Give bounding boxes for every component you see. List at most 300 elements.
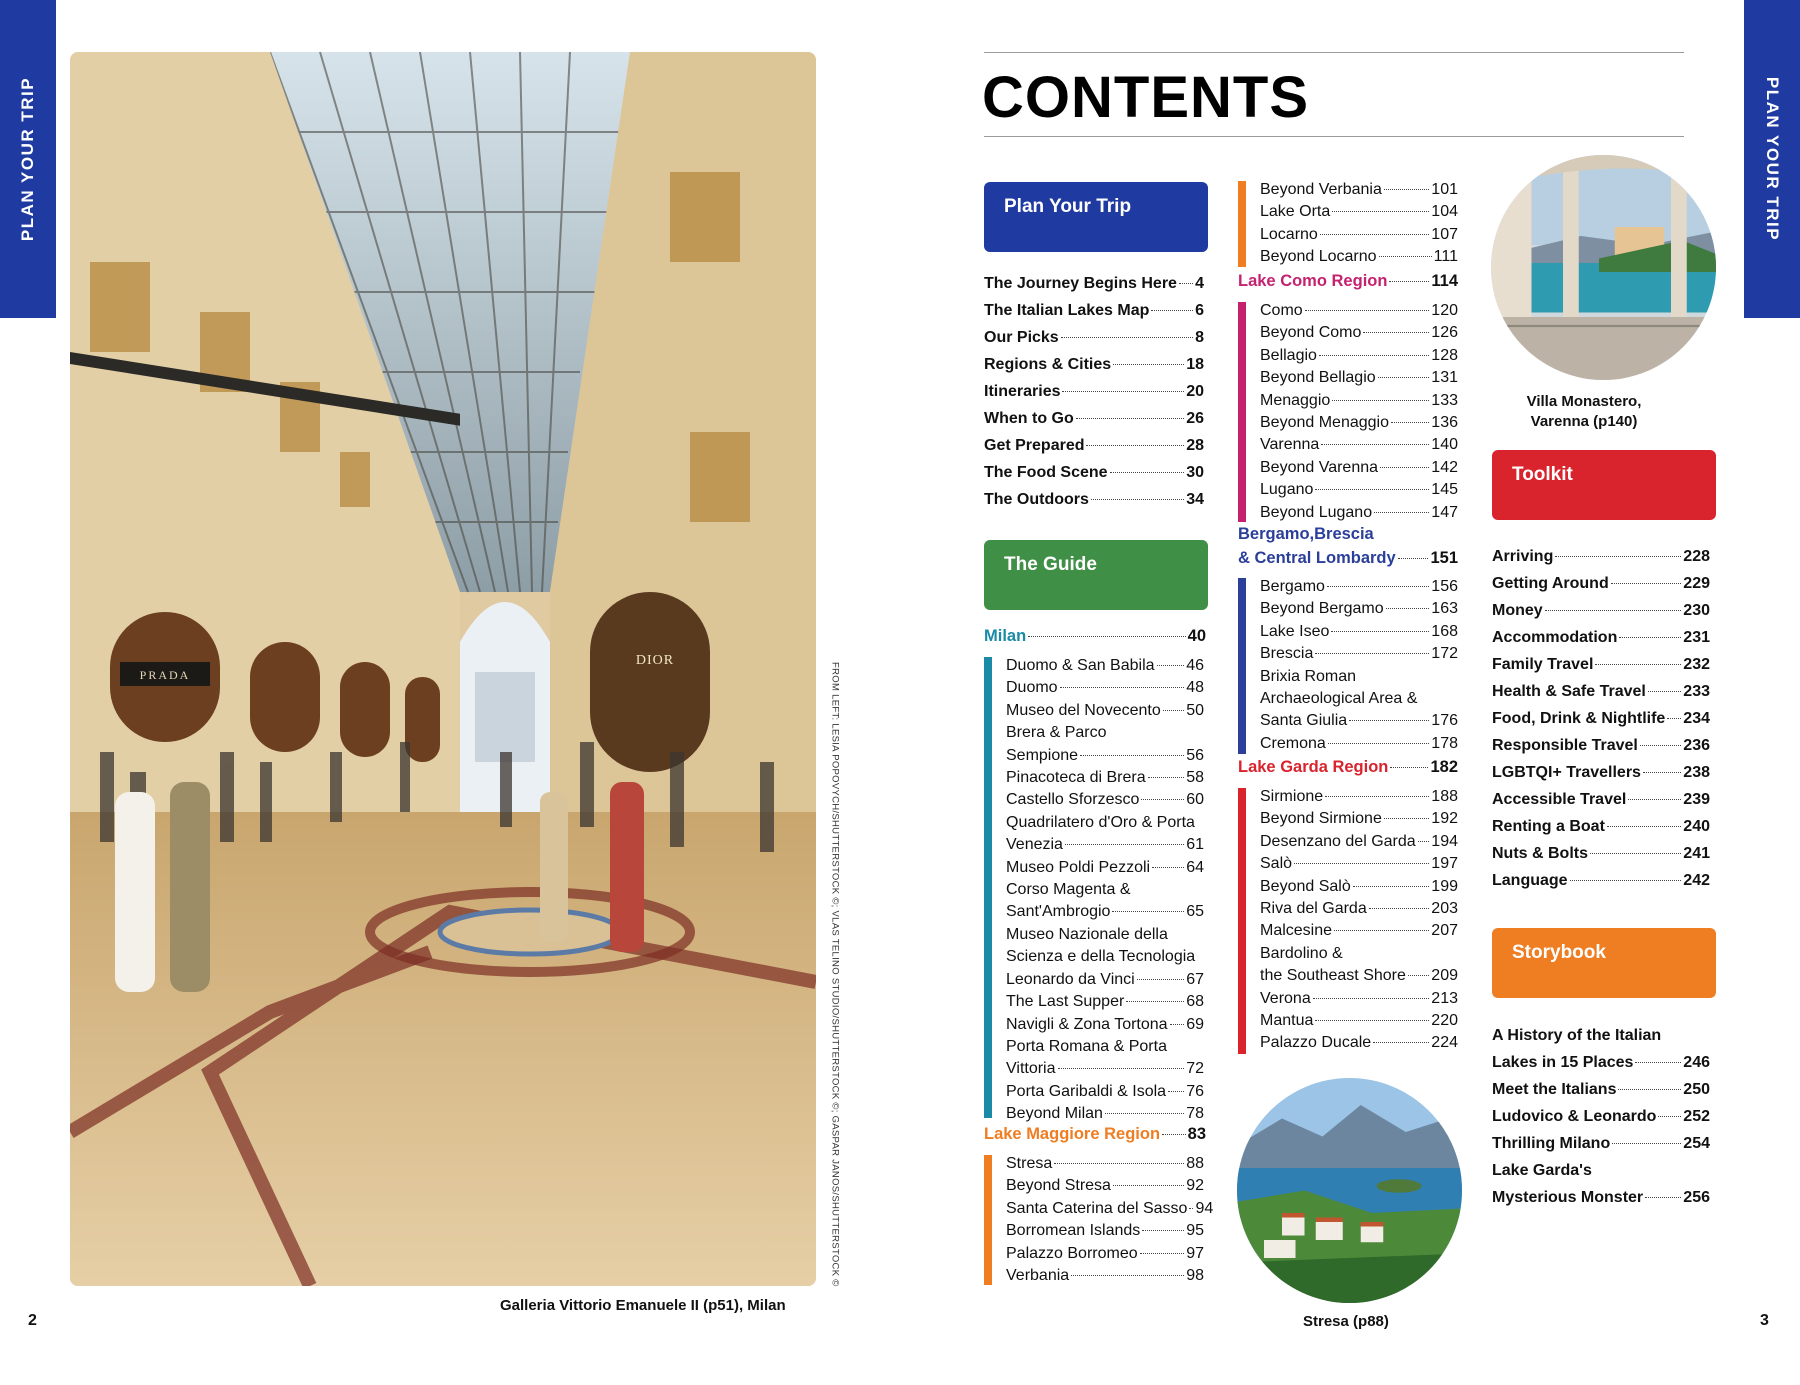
region-page: 182 xyxy=(1430,758,1458,776)
toc-entry[interactable] xyxy=(1492,1130,1710,1157)
toc-entry-title: Verbania xyxy=(1006,1267,1070,1285)
toc-entry-title: Beyond Locarno xyxy=(1260,248,1377,266)
toc-entry[interactable] xyxy=(984,432,1204,459)
bergamo-items xyxy=(1260,576,1458,755)
toc-entry-page: 4 xyxy=(1195,275,1204,292)
page-title: CONTENTS xyxy=(982,65,1309,130)
region-title: & Central Lombardy xyxy=(1238,549,1396,567)
dot-leader xyxy=(1628,799,1681,800)
toc-entry-page: 142 xyxy=(1431,458,1458,476)
toc-entry[interactable] xyxy=(984,459,1204,486)
region-page: 40 xyxy=(1187,627,1206,645)
toc-entry-title: Menaggio xyxy=(1260,391,1331,409)
region-title: Milan xyxy=(984,627,1027,645)
toc-entry[interactable] xyxy=(1006,700,1204,722)
dot-leader xyxy=(1353,886,1430,887)
toc-entry[interactable] xyxy=(1006,1220,1204,1242)
toc-entry[interactable] xyxy=(1260,300,1458,322)
maggiore-sublist xyxy=(984,1153,1214,1287)
dot-leader xyxy=(1334,930,1429,931)
toc-entry-page: 128 xyxy=(1431,346,1458,364)
dot-leader xyxy=(1380,467,1429,468)
toc-entry-page: 65 xyxy=(1186,903,1204,921)
toc-entry[interactable] xyxy=(1260,965,1458,987)
toc-entry[interactable] xyxy=(1492,543,1710,570)
toc-entry[interactable] xyxy=(1260,943,1458,965)
toc-entry-title: Museo Nazionale della xyxy=(1006,925,1168,943)
toc-entry-page: 156 xyxy=(1431,578,1458,595)
dot-leader xyxy=(1313,998,1430,999)
toc-entry-title: Santa Caterina del Sasso xyxy=(1006,1199,1188,1217)
toc-entry-page: 250 xyxy=(1683,1081,1710,1098)
region-lake-como[interactable] xyxy=(1238,272,1458,291)
toc-entry-page: 178 xyxy=(1431,734,1458,752)
toc-entry-page: 228 xyxy=(1683,548,1710,565)
toc-entry-page: 188 xyxy=(1431,788,1458,805)
dot-leader xyxy=(1320,234,1429,235)
dot-leader xyxy=(1325,796,1429,797)
toc-entry[interactable] xyxy=(1260,345,1458,367)
dot-leader xyxy=(1327,586,1429,587)
toc-entry[interactable] xyxy=(1006,1036,1204,1058)
toc-entry-page: 68 xyxy=(1186,993,1204,1011)
toc-entry-title: Borromean Islands xyxy=(1006,1222,1141,1240)
dot-leader xyxy=(1418,841,1430,842)
toc-entry-title: Castello Sforzesco xyxy=(1006,791,1140,809)
toc-entry-page: 28 xyxy=(1186,437,1204,454)
toc-entry[interactable] xyxy=(1006,924,1204,946)
toc-entry[interactable] xyxy=(1492,624,1710,651)
toc-entry[interactable] xyxy=(1260,224,1458,246)
toc-entry[interactable] xyxy=(1260,412,1458,434)
toc-entry-page: 88 xyxy=(1186,1155,1204,1172)
toc-entry[interactable] xyxy=(1492,813,1710,840)
photo-credit xyxy=(826,662,844,1287)
toc-entry[interactable] xyxy=(1260,367,1458,389)
dot-leader xyxy=(1060,687,1185,688)
dot-leader xyxy=(1305,310,1430,311)
toc-entry-page: 58 xyxy=(1186,769,1204,787)
toc-entry-title: Beyond Verbania xyxy=(1260,181,1382,198)
toc-entry-title: Beyond Milan xyxy=(1006,1105,1103,1123)
region-title: Lake Garda Region xyxy=(1238,758,1389,776)
toc-entry[interactable] xyxy=(1260,920,1458,942)
toc-entry[interactable] xyxy=(1006,1081,1204,1103)
toc-entry-title: Vittoria xyxy=(1006,1060,1056,1078)
toc-entry[interactable] xyxy=(1006,789,1204,811)
toc-entry[interactable] xyxy=(1260,853,1458,875)
toc-entry-title: Lugano xyxy=(1260,481,1314,499)
region-milan[interactable] xyxy=(984,627,1206,646)
toc-entry[interactable] xyxy=(1006,879,1204,901)
toc-entry-page: 104 xyxy=(1431,203,1458,221)
region-lake-maggiore[interactable] xyxy=(984,1125,1206,1144)
toc-entry-page: 238 xyxy=(1683,764,1710,781)
toc-entry-title: Brera & Parco xyxy=(1006,724,1107,742)
toc-entry-page: 20 xyxy=(1186,383,1204,400)
dot-leader xyxy=(1386,608,1430,609)
toc-entry[interactable] xyxy=(1260,1032,1458,1054)
toc-entry[interactable] xyxy=(984,405,1204,432)
toc-entry-page: 126 xyxy=(1431,324,1458,342)
maggiore-cont-sublist xyxy=(1238,179,1458,269)
toc-entry-title: Sant'Ambrogio xyxy=(1006,903,1111,921)
section-heading: Plan Your Trip xyxy=(1004,196,1132,217)
toc-entry-page: 107 xyxy=(1431,225,1458,243)
toc-entry[interactable] xyxy=(1260,479,1458,501)
toc-entry[interactable] xyxy=(1006,901,1204,923)
toc-entry[interactable] xyxy=(1006,1014,1204,1036)
dot-leader xyxy=(1091,499,1184,500)
toolkit-list xyxy=(1492,543,1710,894)
toc-entry-title: Pinacoteca di Brera xyxy=(1006,769,1146,787)
dot-leader xyxy=(1315,1020,1429,1021)
toc-entry-title: Beyond Bergamo xyxy=(1260,600,1384,618)
toc-entry[interactable] xyxy=(1260,598,1458,620)
dot-leader xyxy=(1369,908,1430,909)
toc-entry-title: Como xyxy=(1260,302,1303,319)
dot-leader xyxy=(1113,1185,1184,1186)
dot-leader xyxy=(1645,1197,1681,1198)
toc-entry-title: Mysterious Monster xyxy=(1492,1189,1644,1206)
dot-leader xyxy=(1294,863,1429,864)
como-sublist xyxy=(1238,300,1458,524)
toc-entry[interactable] xyxy=(1492,1103,1710,1130)
toc-entry-page: 76 xyxy=(1186,1082,1204,1100)
toc-entry-page: 239 xyxy=(1683,791,1710,808)
toc-entry-page: 61 xyxy=(1186,836,1204,854)
dot-leader xyxy=(1373,1042,1429,1043)
dot-leader xyxy=(1151,310,1193,311)
toc-entry-title: Lake Garda's xyxy=(1492,1162,1592,1179)
dot-leader xyxy=(1110,472,1185,473)
toc-entry[interactable] xyxy=(1006,1103,1204,1125)
toc-entry[interactable] xyxy=(1260,898,1458,920)
toc-entry-title: Venezia xyxy=(1006,836,1063,854)
region-title: Lake Como Region xyxy=(1238,272,1388,290)
dot-leader xyxy=(1112,911,1184,912)
toc-entry-title: Renting a Boat xyxy=(1492,818,1605,835)
dot-leader xyxy=(1374,512,1429,513)
toc-entry-title: Food, Drink & Nightlife xyxy=(1492,710,1666,727)
dot-leader xyxy=(1640,745,1681,746)
toc-entry[interactable] xyxy=(1006,812,1204,834)
toc-entry-title: A History of the Italian xyxy=(1492,1027,1662,1044)
toc-entry-page: 26 xyxy=(1186,410,1204,427)
toc-entry-title: Regions & Cities xyxy=(984,356,1112,373)
dot-leader xyxy=(1113,364,1184,365)
toc-entry[interactable] xyxy=(1492,705,1710,732)
toc-entry[interactable] xyxy=(1492,1184,1710,1211)
toc-entry[interactable] xyxy=(984,297,1204,324)
toc-entry-title: LGBTQI+ Travellers xyxy=(1492,764,1641,781)
toc-entry-title: Brixia Roman xyxy=(1260,667,1357,685)
toc-entry-page: 48 xyxy=(1186,679,1204,697)
toc-entry[interactable] xyxy=(1006,677,1204,699)
toc-entry-page: 231 xyxy=(1683,629,1710,646)
section-heading: Storybook xyxy=(1512,942,1606,963)
toc-entry-page: 78 xyxy=(1186,1105,1204,1123)
toc-entry-title: Beyond Como xyxy=(1260,324,1362,342)
toc-entry[interactable] xyxy=(1492,1076,1710,1103)
section-plan-your-trip[interactable] xyxy=(984,182,1208,252)
toc-entry-title: Sempione xyxy=(1006,746,1079,764)
toc-entry[interactable] xyxy=(1260,322,1458,344)
toc-entry[interactable] xyxy=(1492,651,1710,678)
toc-entry-page: 60 xyxy=(1186,791,1204,809)
toc-entry[interactable] xyxy=(984,378,1204,405)
section-storybook[interactable] xyxy=(1492,928,1716,998)
toc-entry-page: 147 xyxy=(1431,503,1458,521)
dot-leader xyxy=(1611,583,1682,584)
toc-entry[interactable] xyxy=(1260,246,1458,268)
toc-entry-page: 230 xyxy=(1683,602,1710,619)
toc-entry[interactable] xyxy=(1492,759,1710,786)
dot-leader xyxy=(1332,400,1429,401)
toc-entry-title: Mantua xyxy=(1260,1012,1314,1030)
toc-entry-title: Porta Garibaldi & Isola xyxy=(1006,1082,1167,1100)
toc-entry[interactable] xyxy=(1006,1265,1204,1287)
toc-entry-page: 229 xyxy=(1683,575,1710,592)
toc-entry-page: 34 xyxy=(1186,491,1204,508)
toc-entry[interactable] xyxy=(1006,655,1204,677)
toc-entry-title: Beyond Salò xyxy=(1260,877,1351,895)
toc-entry[interactable] xyxy=(1260,666,1458,688)
dot-leader xyxy=(1189,1208,1193,1209)
toc-entry-title: Varenna xyxy=(1260,436,1320,454)
toc-entry[interactable] xyxy=(1006,767,1204,789)
toc-entry-page: 168 xyxy=(1431,622,1458,640)
toc-entry[interactable] xyxy=(1492,867,1710,894)
toc-entry-title: Beyond Bellagio xyxy=(1260,369,1376,387)
toc-entry[interactable] xyxy=(1006,722,1204,744)
region-page: 83 xyxy=(1187,1125,1206,1143)
toc-entry-page: 72 xyxy=(1186,1060,1204,1078)
section-toolkit[interactable] xyxy=(1492,450,1716,520)
section-the-guide[interactable] xyxy=(984,540,1208,610)
toc-entry[interactable] xyxy=(984,324,1204,351)
toc-entry[interactable] xyxy=(1492,1049,1710,1076)
toc-entry[interactable] xyxy=(1260,831,1458,853)
dot-leader xyxy=(1315,653,1429,654)
toc-entry[interactable] xyxy=(1260,988,1458,1010)
toc-entry-title: the Southeast Shore xyxy=(1260,967,1406,985)
toc-entry-page: 163 xyxy=(1431,600,1458,618)
toc-entry[interactable] xyxy=(1492,840,1710,867)
toc-entry[interactable] xyxy=(1260,710,1458,732)
toc-entry-title: The Food Scene xyxy=(984,464,1108,481)
toc-entry-page: 92 xyxy=(1186,1177,1204,1195)
toc-entry[interactable] xyxy=(1006,1175,1204,1197)
toc-entry[interactable] xyxy=(1492,570,1710,597)
toc-entry[interactable] xyxy=(1006,991,1204,1013)
toc-entry[interactable] xyxy=(1492,678,1710,705)
toc-entry-title: Money xyxy=(1492,602,1543,619)
dot-leader xyxy=(1152,867,1184,868)
toc-entry[interactable] xyxy=(1260,179,1458,201)
toc-entry-title: Nuts & Bolts xyxy=(1492,845,1588,862)
side-tab-right xyxy=(1744,0,1800,318)
toc-entry-title: Arriving xyxy=(1492,548,1554,565)
toc-entry-title: Beyond Sirmione xyxy=(1260,810,1382,828)
toc-entry-page: 176 xyxy=(1431,712,1458,730)
toc-entry-page: 207 xyxy=(1431,922,1458,940)
dot-leader xyxy=(1141,799,1184,800)
toc-entry-page: 131 xyxy=(1431,369,1458,387)
region-page: 114 xyxy=(1431,272,1458,290)
toc-entry-title: Meet the Italians xyxy=(1492,1081,1617,1098)
dot-leader xyxy=(1379,256,1432,257)
maggiore-items xyxy=(1006,1153,1214,1287)
toc-entry-title: Museo del Novecento xyxy=(1006,701,1161,719)
toc-entry-title: The Last Supper xyxy=(1006,993,1125,1011)
dot-leader xyxy=(1570,880,1682,881)
toc-entry-title: Palazzo Ducale xyxy=(1260,1034,1372,1052)
toc-entry-page: 18 xyxy=(1186,356,1204,373)
toc-entry[interactable] xyxy=(1260,876,1458,898)
toc-entry[interactable] xyxy=(1006,834,1204,856)
dot-leader xyxy=(1168,1091,1184,1092)
toc-entry[interactable] xyxy=(1492,1022,1710,1049)
toc-entry[interactable] xyxy=(1260,576,1458,598)
milan-sublist xyxy=(984,655,1204,1123)
region-page: 151 xyxy=(1430,549,1458,567)
toc-entry[interactable] xyxy=(1006,1243,1204,1265)
toc-entry-title: Scienza e della Tecnologia xyxy=(1006,948,1196,966)
dot-leader xyxy=(1126,1001,1184,1002)
toc-entry[interactable] xyxy=(1006,857,1204,879)
toc-entry-page: 236 xyxy=(1683,737,1710,754)
toc-entry-title: Language xyxy=(1492,872,1568,889)
toc-entry[interactable] xyxy=(1260,457,1458,479)
toc-entry-title: Ludovico & Leonardo xyxy=(1492,1108,1657,1125)
toc-entry-title: Beyond Varenna xyxy=(1260,458,1379,476)
toc-entry[interactable] xyxy=(1492,1157,1710,1184)
svg-text:DIOR: DIOR xyxy=(635,653,675,668)
toc-entry[interactable] xyxy=(984,351,1204,378)
dot-leader xyxy=(1408,975,1429,976)
toc-entry-page: 6 xyxy=(1195,302,1204,319)
toc-entry-title: Salò xyxy=(1260,855,1293,873)
toc-entry-page: 136 xyxy=(1431,414,1458,432)
toc-entry[interactable] xyxy=(1260,434,1458,456)
toc-entry[interactable] xyxy=(1006,1058,1204,1080)
dot-leader xyxy=(1319,355,1429,356)
side-tab-left xyxy=(0,0,56,318)
toc-entry[interactable] xyxy=(1006,969,1204,991)
region-lake-garda[interactable] xyxy=(1238,758,1458,777)
toc-entry[interactable] xyxy=(1006,1153,1204,1175)
side-tab-label: PLAN YOUR TRIP xyxy=(1763,76,1782,242)
toc-entry-page: 95 xyxy=(1186,1222,1204,1240)
toc-entry-page: 246 xyxy=(1683,1054,1710,1071)
region-bergamo-title-1[interactable] xyxy=(1238,525,1458,544)
toc-entry-title: Accessible Travel xyxy=(1492,791,1627,808)
dot-leader xyxy=(1148,777,1185,778)
toc-entry[interactable] xyxy=(1260,502,1458,524)
region-bergamo[interactable] xyxy=(1238,549,1458,568)
photo-credit-text: FROM LEFT: LESIA POPOVYCH/SHUTTERSTOCK ©; VLAS TELINO STUDIO/SHUTTERSTOCK ©; GASPAR JANOS/SHUTTERSTOCK © xyxy=(829,662,841,1287)
toc-entry[interactable] xyxy=(1260,688,1458,710)
toc-entry[interactable] xyxy=(1260,808,1458,830)
toc-entry-title: Archaeological Area & xyxy=(1260,690,1418,708)
toc-entry[interactable] xyxy=(1260,390,1458,412)
dot-leader xyxy=(1328,743,1429,744)
toc-entry-page: 94 xyxy=(1195,1199,1214,1217)
villa-caption-line: Villa Monastero, xyxy=(1526,393,1642,410)
toc-entry[interactable] xyxy=(1006,745,1204,767)
toc-entry[interactable] xyxy=(1492,786,1710,813)
dot-leader xyxy=(1349,720,1429,721)
toc-entry[interactable] xyxy=(1006,946,1204,968)
toc-entry[interactable] xyxy=(1260,643,1458,665)
toc-entry-page: 69 xyxy=(1186,1015,1204,1033)
toc-entry-page: 192 xyxy=(1431,810,1458,828)
galleria-photo xyxy=(70,52,816,1286)
toc-entry-title: Get Prepared xyxy=(984,437,1085,454)
toc-entry[interactable] xyxy=(1006,1198,1214,1220)
toc-entry[interactable] xyxy=(1260,1010,1458,1032)
side-tab-label: PLAN YOUR TRIP xyxy=(18,76,37,242)
toc-entry-title: The Italian Lakes Map xyxy=(984,302,1150,319)
toc-entry[interactable] xyxy=(1260,201,1458,223)
toc-entry-title: Thrilling Milano xyxy=(1492,1135,1611,1152)
toc-entry[interactable] xyxy=(1260,621,1458,643)
toc-entry[interactable] xyxy=(984,270,1204,297)
toc-entry-title: Lakes in 15 Places xyxy=(1492,1054,1634,1071)
toc-entry-page: 213 xyxy=(1431,989,1458,1007)
toc-entry-page: 111 xyxy=(1433,248,1458,266)
toc-entry-title: Health & Safe Travel xyxy=(1492,683,1646,700)
toc-entry-title: Museo Poldi Pezzoli xyxy=(1006,858,1151,876)
toc-entry[interactable] xyxy=(1260,786,1458,808)
toc-entry-title: Locarno xyxy=(1260,225,1318,243)
toc-entry-title: Corso Magenta & xyxy=(1006,881,1131,899)
toc-entry-page: 46 xyxy=(1186,657,1204,674)
toc-entry-title: Responsible Travel xyxy=(1492,737,1638,754)
toc-entry-page: 241 xyxy=(1683,845,1710,862)
toc-entry[interactable] xyxy=(984,486,1204,513)
villa-caption xyxy=(1510,392,1658,432)
toc-entry-title: Santa Giulia xyxy=(1260,712,1348,730)
dot-leader xyxy=(1321,444,1429,445)
toc-entry-title: Duomo & San Babila xyxy=(1006,657,1155,674)
dot-leader xyxy=(1080,755,1184,756)
toc-entry-title: Our Picks xyxy=(984,329,1059,346)
toc-entry-page: 97 xyxy=(1186,1244,1204,1262)
top-rule xyxy=(984,52,1684,53)
toc-entry-page: 67 xyxy=(1186,970,1204,988)
toc-entry-page: 172 xyxy=(1431,645,1458,663)
toc-entry-page: 120 xyxy=(1431,302,1458,319)
toc-entry-page: 194 xyxy=(1431,832,1458,850)
toc-entry-title: Family Travel xyxy=(1492,656,1594,673)
toc-entry-page: 133 xyxy=(1431,391,1458,409)
title-rule xyxy=(984,136,1684,137)
dot-leader xyxy=(1384,189,1429,190)
toc-entry-title: Quadrilatero d'Oro & Porta xyxy=(1006,813,1195,831)
toc-entry[interactable] xyxy=(1260,733,1458,755)
dot-leader xyxy=(1054,1163,1184,1164)
dot-leader xyxy=(1391,422,1429,423)
toc-entry[interactable] xyxy=(1492,732,1710,759)
toc-entry-title: Malcesine xyxy=(1260,922,1333,940)
toc-entry[interactable] xyxy=(1492,597,1710,624)
toc-entry-title: When to Go xyxy=(984,410,1074,427)
toc-entry-title: Navigli & Zona Tortona xyxy=(1006,1015,1168,1033)
dot-leader xyxy=(1065,844,1184,845)
toc-entry-title: Bellagio xyxy=(1260,346,1317,364)
